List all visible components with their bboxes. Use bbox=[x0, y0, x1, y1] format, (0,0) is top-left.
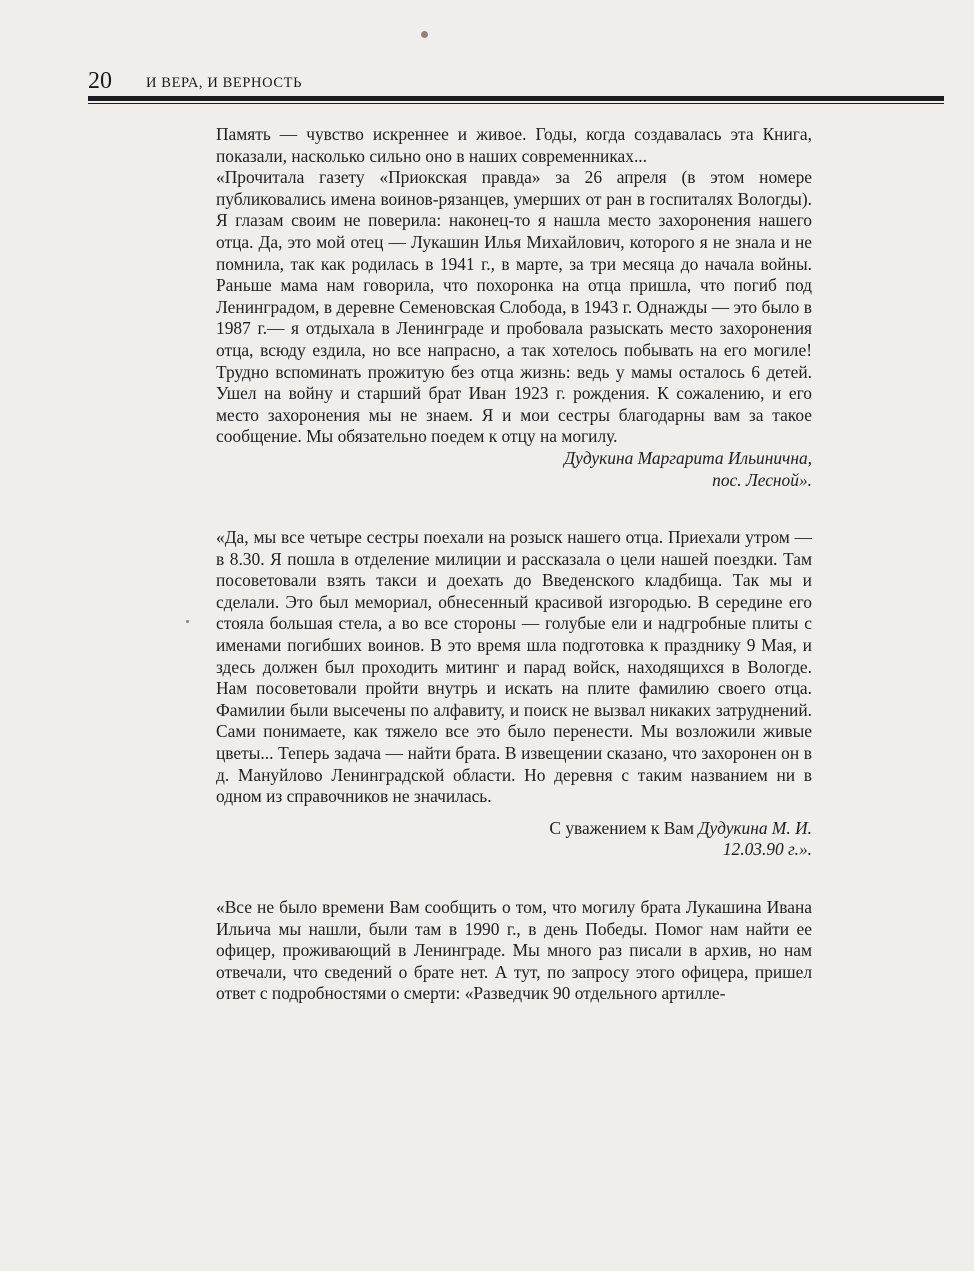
letter-2-date: 12.03.90 г.». bbox=[722, 839, 812, 860]
paper-speck bbox=[421, 31, 428, 38]
paragraph-gap bbox=[216, 808, 812, 818]
page-header bbox=[88, 66, 944, 96]
letter-2-date-line bbox=[216, 839, 812, 861]
intro-paragraph: Память — чувство искреннее и живое. Годы, когда создавалась эта Книга, показали, насколько сильно оно в наших современниках... bbox=[216, 124, 812, 166]
letter-2-signer: Дудукина М. И. bbox=[698, 817, 812, 838]
letter-1-text: «Прочитала газету «Приокская правда» за 26 апреля (в этом номере публиковались имена воинов-рязанцев, умерших от ран в госпиталях Вологды). Я глазам своим не поверила: наконец-то я нашла место захоронения нашего отца. Да, это мой отец — Лукашин Илья Михайлович, которого я не знала и не помнила, так как родилась в 1941 г., в марте, за три месяца до начала войны. Раньше мама нам говорила, что похоронка на отца пришла, что погиб под Ленинградом, в деревне Семеновская Слобода, в 1943 г. Однажды — это было в 1987 г.— я отдыхала в Ленинграде и пробовала разыскать место захоронения отца, всюду ездила, но все напрасно, а так хотелось побывать на его могиле! Трудно вспоминать прожитую без отца жизнь: ведь у мамы осталось 6 детей. Ушел на войну и старший брат Иван 1923 г. рождения. К сожалению, и его место захоронения мы не знаем. Я и мои сестры благодарны вам за такое сообщение. Мы обязательно поедем к отцу на могилу. bbox=[216, 167, 812, 447]
paragraph-gap bbox=[216, 861, 812, 897]
paragraph-gap bbox=[216, 491, 812, 527]
letter-1-signature-place bbox=[216, 470, 812, 492]
letter-2-text: «Да, мы все четыре сестры поехали на розыск нашего отца. Приехали утром — в 8.30. Я пошла в отделение милиции и рассказала о цели нашей поездки. Там посоветовали взять такси и доехать до Введенского кладбища. Так мы и сделали. Это был мемориал, обнесенный красивой изгородью. В середине его стояла большая стела, а во все стороны — голубые ели и надгробные плиты с именами погибших воинов. В это время шла подготовка к празднику 9 Мая, и здесь должен был проходить митинг и парад войск, находящихся в Вологде. Нам посоветовали пройти внутрь и искать на плите фамилию своего отца. Фамилии были высечены по алфавиту, и поиск не вызвал никаких затруднений. Сами понимаете, как тяжело все это было перенести. Мы возложили живые цветы... Теперь задача — найти брата. В извещении сказано, что захоронен он в д. Мануйлово Ленинградской области. Но деревня с таким названием ни в одном из справочников не значилась. bbox=[216, 527, 812, 807]
page-number: 20 bbox=[88, 68, 112, 94]
running-title: И ВЕРА, И ВЕРНОСТЬ bbox=[146, 75, 303, 91]
letter-3-text: «Все не было времени Вам сообщить о том, что могилу брата Лукашина Ивана Ильича мы нашли, были там в 1990 г., в день Победы. Помог нам найти ее офицер, проживающий в Ленинграде. Мы много раз писали в архив, но нам отвечали, что сведений о брате нет. А тут, по запросу этого офицера, пришел ответ с подробностями о смерти: «Разведчик 90 отдельного артилле- bbox=[216, 897, 812, 1004]
letter-1-location: пос. Лесной». bbox=[712, 469, 812, 490]
header-rule-thin bbox=[88, 103, 944, 104]
paper-speck bbox=[186, 620, 189, 623]
header-rule-thick bbox=[88, 96, 944, 101]
body-text bbox=[216, 124, 812, 1005]
letter-2-signature bbox=[216, 818, 812, 840]
letter-1-signature-name bbox=[216, 448, 812, 470]
letter-2-signature-prefix: С уважением к Вам bbox=[549, 817, 695, 838]
letter-1-signer: Дудукина Маргарита Ильинична, bbox=[564, 447, 812, 468]
